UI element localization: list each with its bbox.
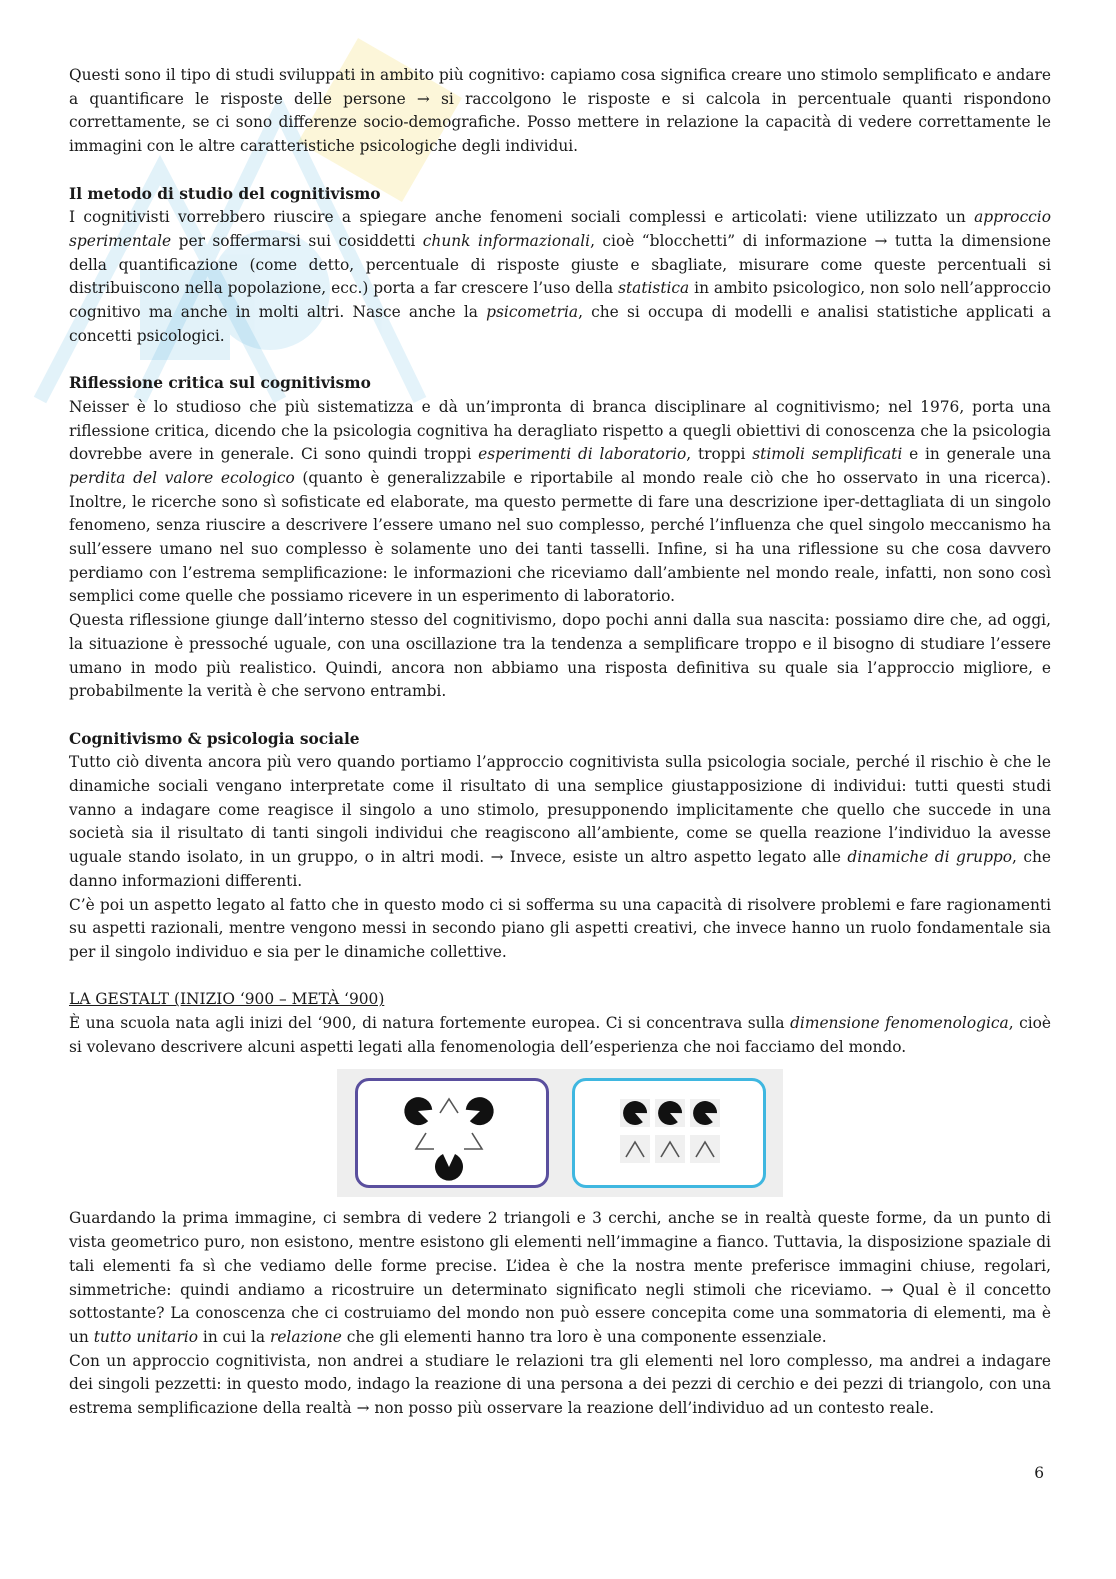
intro-paragraph: Questi sono il tipo di studi sviluppati in ambito più cognitivo: capiamo cosa significa creare uno stimolo semplificato e andare a quantificare le risposte delle persone → si raccolgono le risposte e si calcola in percentuale quanti rispondono correttamente, se ci sono differenze socio-demografiche. Posso mettere in relazione la capacità di vedere correttamente le immagini con le altre caratteristiche psicologiche degli individui.	[69, 66, 1051, 156]
psicologia-sociale-paragraph: Tutto ciò diventa ancora più vero quando portiamo l’approccio cognitivista sulla psicologia sociale, perché il rischio è che le dinamiche sociali vengano interpretate come il risultato di una semplice giustapposizione di individui: tutti questi studi vanno a indagare come reagisce il singolo a uno stimolo, presupponendo implicitamente che quello che succede in una società sia il risultato di tanti singoli individui che reagiscono all’ambiente, come se quella reazione l’individuo la avesse uguale stando isolato, in un gruppo, o in altri modi. → Invece, esiste un altro aspetto legato alle dinamiche di gruppo, che danno informazioni differenti.	[69, 753, 1051, 890]
arrow-icon: →	[874, 231, 888, 250]
separated-elements	[575, 1081, 763, 1185]
arrow-icon: →	[356, 1399, 370, 1418]
triangle-corner-right	[464, 1133, 482, 1149]
psicologia-sociale-paragraph-2: C’è poi un aspetto legato al fatto che in questo modo ci si sofferma su una capacità di risolvere problemi e fare ragionamenti su aspetti razionali, mentre vengono messi in secondo piano gli aspetti creativi, che invece hanno un ruolo fondamentale sia per il singolo individuo e sia per le dinamiche collettive.	[69, 895, 1051, 961]
section-heading-metodo: Il metodo di studio del cognitivismo	[69, 184, 381, 203]
arrow-icon: →	[416, 89, 430, 108]
section-heading-psicologia-sociale: Cognitivismo & psicologia sociale	[69, 729, 360, 748]
pacman-top-left	[400, 1094, 435, 1129]
gestalt-figure-frame	[337, 1069, 783, 1197]
kanizsa-illusion-panel	[355, 1078, 549, 1188]
section-heading-riflessione: Riflessione critica sul cognitivismo	[69, 374, 371, 393]
gestalt-figure	[69, 1069, 1051, 1197]
riflessione-paragraph-2: Questa riflessione giunge dall’interno stesso del cognitivismo, dopo pochi anni dalla sua nascita: possiamo dire che, ad oggi, la situazione è pressoché uguale, con una oscillazione tra la tendenza a semplificare troppo e il bisogno di studiare l’essere umano in modo più realistico. Quindi, ancora non abbiamo una risposta definitiva su quale sia l’approccio migliore, e probabilmente la verità è che servono entrambi.	[69, 611, 1051, 701]
section-title-gestalt: LA GESTALT (INIZIO ‘900 – METÀ ‘900)	[69, 990, 385, 1009]
gestalt-cognitivist-paragraph: Con un approccio cognitivista, non andrei a studiare le relazioni tra gli elementi nel loro complesso, ma andrei a indagare dei singoli pezzetti: in questo modo, indago la reazione di una persona a dei pezzi di cerchio e dei pezzi di triangolo, con una estrema semplificazione della realtà → non posso più osservare la reazione dell’individuo ad un contesto reale.	[69, 1351, 1051, 1418]
pacman-top-right	[462, 1094, 497, 1129]
triangle-corner-top	[440, 1099, 458, 1113]
triangle-corner-left	[416, 1133, 434, 1149]
gestalt-intro-paragraph: È una scuola nata agli inizi del ‘900, di natura fortemente europea. Ci si concentrava sulla dimensione fenomenologica, cioè si volevano descrivere alcuni aspetti legati alla fenomenologia dell’esperienza che noi facciamo del mondo.	[69, 1014, 1051, 1056]
document-page	[69, 64, 1051, 1421]
tile	[655, 1135, 685, 1163]
separated-elements-panel	[572, 1078, 766, 1188]
metodo-paragraph: I cognitivisti vorrebbero riuscire a spiegare anche fenomeni sociali complessi e articolati: viene utilizzato un approccio sperimentale per soffermarsi sui cosiddetti chunk informazionali, cioè “blocchetti” di informazione → tutta la dimensione della quantificazione (come detto, percentuale di risposte giuste e sbagliate, misurare come queste percentuali si distribuiscono nella popolazione, ecc.) porta a far crescere l’uso della statistica in ambito psicologico, non solo nell’approccio cognitivo ma anche in molti altri. Nasce anche la psicometria, che si occupa di modelli e analisi statistiche applicati a concetti psicologici.	[69, 208, 1051, 345]
page-number: 6	[1034, 1464, 1044, 1482]
tile	[690, 1135, 720, 1163]
arrow-icon: →	[490, 848, 504, 867]
arrow-icon: →	[880, 1280, 894, 1299]
gestalt-explanation-paragraph: Guardando la prima immagine, ci sembra di vedere 2 triangoli e 3 cerchi, anche se in realtà queste forme, da un punto di vista geometrico puro, non esistono, mentre esistono gli elementi nell’immagine a fianco. Tuttavia, la disposizione spaziale di tali elementi fa sì che vediamo delle forme precise. L’idea è che la nostra mente preferisce immagini chiuse, regolari, simmetriche: quindi andiamo a ricostruire un determinato significato negli stimoli che riceviamo. → Qual è il concetto sottostante? La conoscenza che ci costruiamo del mondo non può essere concepita come una sommatoria di elementi, ma è un tutto unitario in cui la relazione che gli elementi hanno tra loro è una componente essenziale.	[69, 1209, 1052, 1346]
riflessione-paragraph: Neisser è lo studioso che più sistematizza e dà un’impronta di branca disciplinare al cognitivismo; nel 1976, porta una riflessione critica, dicendo che la psicologia cognitiva ha deragliato rispetto a quegli obiettivi di conoscenza che la psicologia dovrebbe avere in generale. Ci sono quindi troppi esperimenti di laboratorio, troppi stimoli semplificati e in generale una perdita del valore ecologico (quanto è generalizzabile e riportabile al mondo reale ciò che ho osservato in una ricerca). Inoltre, le ricerche sono sì sofisticate ed elaborate, ma questo permette di fare una descrizione iper-dettagliata di un singolo fenomeno, senza riuscire a descrivere l’essere umano nel suo complesso, perché l’influenza che quel singolo meccanismo ha sull’essere umano nel suo complesso è solamente uno dei tanti tasselli. Infine, si ha una riflessione su che cosa davvero perdiamo con l’estrema semplificazione: le informazioni che riceviamo dall’ambiente nel mondo reale, infatti, non sono così semplici come quelle che possiamo ricevere in un esperimento di laboratorio.	[69, 397, 1051, 606]
kanizsa-triangle-illusion	[358, 1081, 546, 1185]
tile	[620, 1135, 650, 1163]
pacman-bottom	[435, 1154, 463, 1181]
